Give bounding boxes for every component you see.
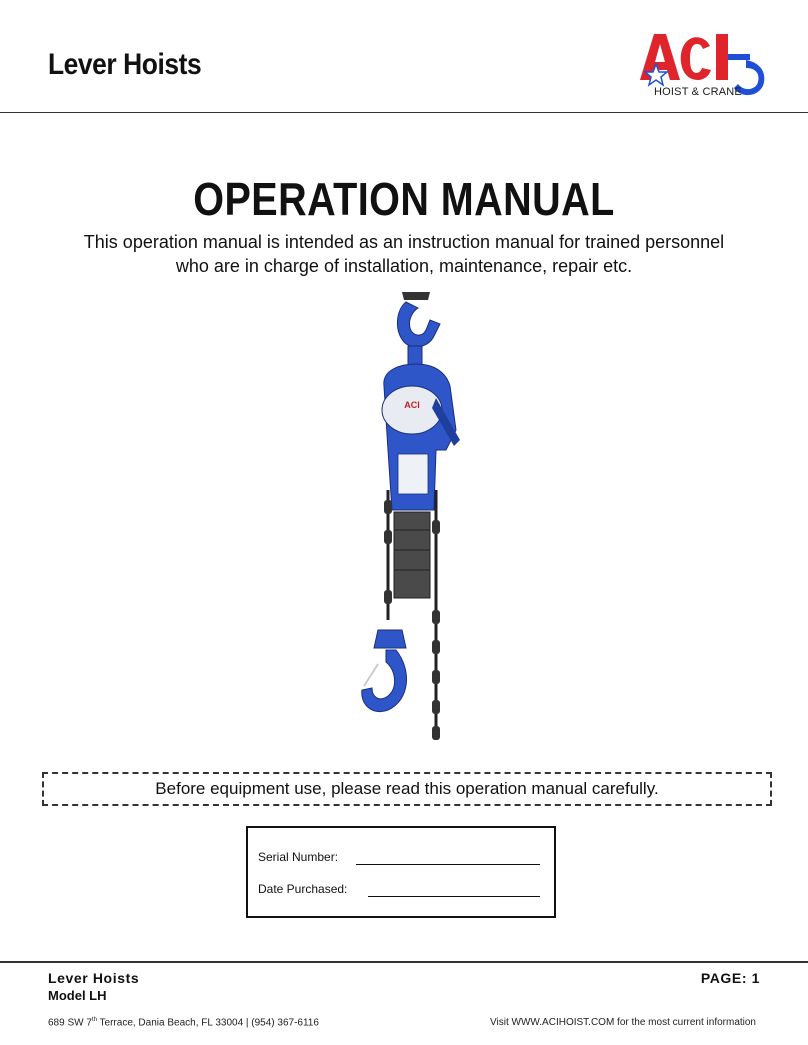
header-divider bbox=[0, 112, 808, 113]
date-purchased-line bbox=[368, 896, 540, 897]
header-title: Lever Hoists bbox=[48, 48, 202, 81]
notice-text: Before equipment use, please read this operation manual carefully. bbox=[155, 779, 659, 798]
footer-address bbox=[48, 1017, 319, 1028]
page-title: OPERATION MANUAL bbox=[193, 173, 615, 225]
serial-number-label: Serial Number: bbox=[258, 850, 339, 864]
footer-divider bbox=[0, 961, 808, 963]
intro-line-1: This operation manual is intended as an instruction manual for trained personnel bbox=[83, 232, 725, 252]
warning-notice bbox=[42, 772, 772, 806]
page-number: PAGE: 1 bbox=[700, 970, 760, 986]
intro-line-2: who are in charge of installation, maintenance, repair etc. bbox=[175, 256, 633, 276]
footer-model: Model LH bbox=[48, 988, 107, 1003]
intro-text bbox=[40, 230, 768, 278]
address-sup: th bbox=[91, 1017, 97, 1023]
footer-website: Visit WWW.ACIHOIST.COM for the most current information bbox=[490, 1017, 756, 1028]
address-street: 689 SW 7 bbox=[48, 1017, 92, 1029]
lever-hoist-image bbox=[356, 290, 476, 745]
date-purchased-field[interactable] bbox=[258, 882, 548, 896]
serial-number-line bbox=[356, 864, 540, 865]
date-purchased-label: Date Purchased: bbox=[258, 882, 348, 896]
footer-title: Lever Hoists bbox=[48, 970, 140, 986]
address-rest: Terrace, Dania Beach, FL 33004 | (954) 367-6116 bbox=[96, 1017, 319, 1029]
serial-number-field[interactable] bbox=[258, 850, 548, 864]
purchase-info-box bbox=[246, 826, 556, 918]
logo-subtitle: HOIST & CRANE bbox=[654, 86, 742, 98]
svg-text:ACI: ACI bbox=[404, 400, 420, 410]
